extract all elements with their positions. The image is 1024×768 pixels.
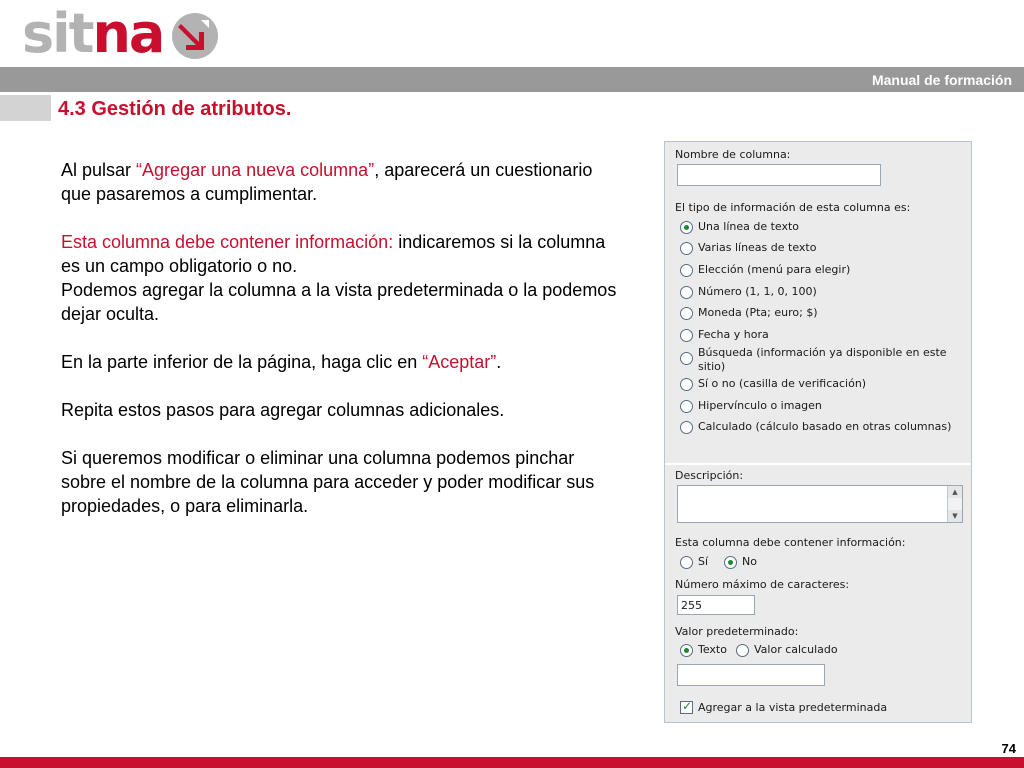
default-calculated-label: Valor calculado [754,643,838,656]
radio-selected-icon[interactable] [680,221,693,234]
radio-icon[interactable] [680,264,693,277]
type-option-label: Búsqueda (información ya disponible en este sitio) [698,346,947,373]
radio-icon[interactable] [680,286,693,299]
radio-icon[interactable] [736,644,749,657]
radio-icon[interactable] [680,242,693,255]
column-name-label: Nombre de columna: [675,148,791,161]
type-option-8[interactable] [680,399,822,413]
logo-text [22,2,164,65]
type-option-label: Elección (menú para elegir) [698,263,851,276]
default-value-input[interactable] [677,664,825,686]
page-number: 74 [1001,741,1016,756]
add-to-view-row[interactable] [680,701,887,715]
p1-highlight: “Agregar una nueva columna” [136,160,375,180]
radio-icon[interactable] [680,400,693,413]
required-option-no[interactable] [724,555,757,569]
scroll-down-icon[interactable]: ▼ [948,510,962,522]
type-option-3[interactable] [680,285,817,299]
logo-sit: sit [22,2,93,65]
radio-icon[interactable] [680,421,693,434]
paragraph-2 [61,230,621,278]
paragraph-3: Podemos agregar la columna a la vista predeterminada o la podemos dejar oculta. [61,280,617,324]
type-option-6[interactable] [680,346,955,374]
paragraph-4 [61,350,621,374]
form-section-type [665,142,971,463]
paragraph-6: Si queremos modificar o eliminar una columna podemos pinchar sobre el nombre de la columna para acceder y poder modificar sus propiedades, o para eliminarla. [61,448,595,516]
max-chars-input[interactable]: 255 [677,595,755,615]
radio-icon[interactable] [680,307,693,320]
body-text [61,158,621,518]
required-label: Esta columna debe contener información: [675,536,906,549]
column-form [664,141,972,723]
radio-selected-icon[interactable] [680,644,693,657]
required-no-label: No [742,555,757,568]
type-option-2[interactable] [680,263,850,277]
type-option-label: Número (1, 1, 0, 100) [698,285,817,298]
add-to-view-label: Agregar a la vista predeterminada [698,701,888,714]
page-title: 4.3 Gestión de atributos. [58,98,292,120]
type-option-0[interactable] [680,220,799,234]
p2-highlight: Esta columna debe contener información: [61,232,394,252]
p4-highlight: “Aceptar” [422,352,497,372]
title-marker [0,95,51,121]
default-value-label: Valor predeterminado: [675,625,799,638]
type-option-1[interactable] [680,241,816,255]
type-option-label: Sí o no (casilla de verificación) [698,377,867,390]
type-label: El tipo de información de esta columna es: [675,201,911,214]
footer-bar [0,757,1024,768]
required-yes-label: Sí [698,555,709,568]
manual-label: Manual de formación [871,72,1012,88]
max-chars-label: Número máximo de caracteres: [675,578,850,591]
p4-text-a: En la parte inferior de la página, haga clic en [61,352,423,372]
p1-text-a: Al pulsar [61,160,137,180]
type-option-label: Calculado (cálculo basado en otras columnas) [698,420,952,433]
type-option-9[interactable] [680,420,951,434]
type-option-label: Hipervínculo o imagen [698,399,822,412]
p4-text-b: . [496,352,502,372]
paragraph-1 [61,158,621,206]
type-option-label: Moneda (Pta; euro; $) [698,306,818,319]
default-text-label: Texto [698,643,727,656]
checkbox-checked-icon[interactable] [680,701,693,714]
description-textarea[interactable] [677,485,963,523]
radio-icon[interactable] [680,352,693,365]
arrow-logo-icon [171,12,219,60]
sitna-logo [22,2,219,65]
type-option-label: Fecha y hora [698,328,769,341]
radio-icon[interactable] [680,378,693,391]
type-option-4[interactable] [680,306,818,320]
radio-icon[interactable] [680,329,693,342]
p1-text-b: , aparecerá un cuestionario que pasaremos a cumplimentar. [61,160,593,204]
p2-text: indicaremos si la columna es un campo obligatorio o no. [61,232,606,276]
column-name-input[interactable] [677,164,881,186]
required-option-yes[interactable] [680,555,708,569]
radio-selected-icon[interactable] [724,556,737,569]
type-option-5[interactable] [680,328,769,342]
default-option-calculated[interactable] [736,643,838,657]
default-option-text[interactable] [680,643,727,657]
paragraph-5: Repita estos pasos para agregar columnas adicionales. [61,400,505,420]
header-bar [0,67,1024,92]
description-label: Descripción: [675,469,744,482]
type-option-label: Una línea de texto [698,220,800,233]
radio-icon[interactable] [680,556,693,569]
logo-na: na [92,2,164,65]
description-scrollbar[interactable] [947,486,962,522]
type-option-label: Varias líneas de texto [698,241,817,254]
form-section-details [665,465,971,722]
type-option-7[interactable] [680,377,866,391]
scroll-up-icon[interactable]: ▲ [948,486,962,498]
